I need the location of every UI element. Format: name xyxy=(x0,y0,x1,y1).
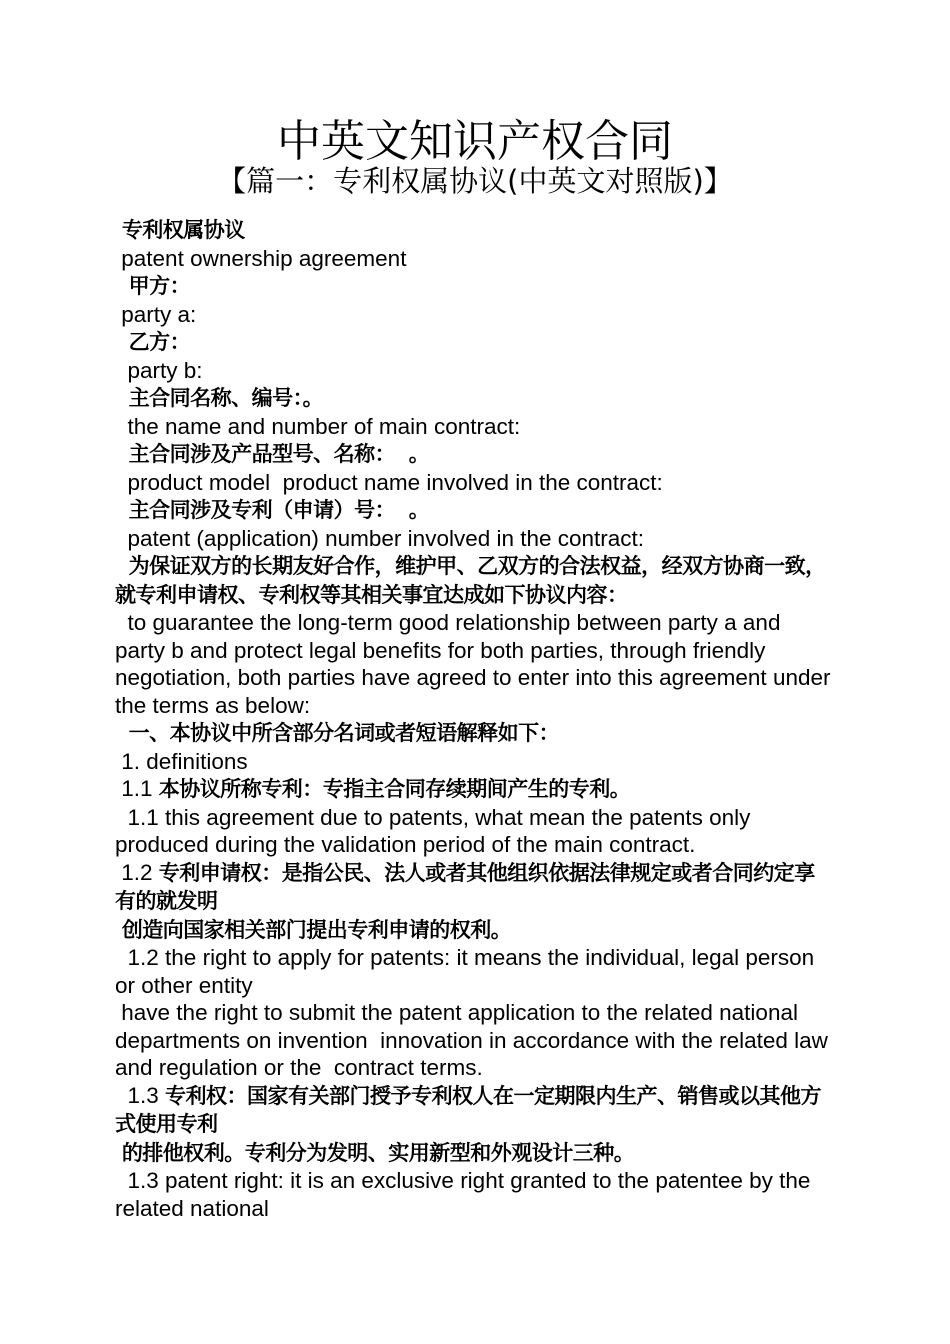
chinese-paragraph xyxy=(115,328,835,357)
chinese-paragraph xyxy=(115,496,835,525)
chinese-paragraph xyxy=(115,719,835,748)
paragraph-text: patent (application) number involved in the contract: xyxy=(115,525,645,551)
english-paragraph xyxy=(115,525,835,553)
english-paragraph xyxy=(115,245,835,273)
paragraph-text: 的排他权利。专利分为发明、实用新型和外观设计三种。 xyxy=(115,1140,635,1165)
paragraph-text: 专利权属协议 xyxy=(115,218,245,242)
english-paragraph xyxy=(115,357,835,385)
chinese-paragraph xyxy=(115,775,835,804)
chinese-paragraph xyxy=(115,916,835,945)
paragraph-text: 甲方： xyxy=(115,274,191,298)
document-body xyxy=(115,216,835,1222)
paragraph-text: 一、本协议中所含部分名词或者短语解释如下： xyxy=(115,721,560,745)
paragraph-text: 主合同涉及专利（申请）号： 。 xyxy=(115,498,430,522)
paragraph-text: 主合同名称、编号：。 xyxy=(115,386,324,410)
paragraph-text: 专利权：国家有关部门授予专利权人在一定期限内生产、销售或以其他方式使用专利 xyxy=(115,1083,822,1136)
paragraph-text: the name and number of main contract: xyxy=(115,413,521,439)
english-paragraph xyxy=(115,944,835,999)
paragraph-text: 创造向国家相关部门提出专利申请的权利。 xyxy=(115,917,512,942)
paragraph-text: party a: xyxy=(115,301,197,327)
paragraph-text: 主合同涉及产品型号、名称： 。 xyxy=(115,442,430,466)
chinese-paragraph xyxy=(115,552,835,609)
paragraph-text: 本协议所称专利：专指主合同存续期间产生的专利。 xyxy=(158,777,631,801)
paragraph-text: 1.1 this agreement due to patents, what mean the patents only produced during the validation period of the main contract. xyxy=(115,804,757,857)
paragraph-text: 1.3 patent right: it is an exclusive right granted to the patentee by the related national xyxy=(115,1168,817,1221)
paragraph-text: patent ownership agreement xyxy=(115,245,407,271)
english-paragraph xyxy=(115,469,835,497)
paragraph-text: 1. definitions xyxy=(115,748,248,774)
chinese-paragraph xyxy=(115,216,835,245)
paragraph-text: 乙方： xyxy=(115,330,191,354)
chinese-paragraph xyxy=(115,384,835,413)
chinese-paragraph xyxy=(115,440,835,469)
clause-number: 1.2 xyxy=(115,859,159,885)
document-title: 中英文知识产权合同 xyxy=(277,116,673,167)
chinese-paragraph xyxy=(115,272,835,301)
paragraph-text: have the right to submit the patent application to the related national departments on invention innovation in accordance with the related law and regulation or the contract terms. xyxy=(115,1000,835,1080)
english-paragraph xyxy=(115,999,835,1082)
english-paragraph xyxy=(115,748,835,776)
english-paragraph xyxy=(115,609,835,719)
english-paragraph xyxy=(115,413,835,441)
english-paragraph xyxy=(115,804,835,859)
english-paragraph xyxy=(115,1167,835,1222)
chinese-paragraph xyxy=(115,1139,835,1168)
chinese-paragraph xyxy=(115,1082,835,1139)
english-paragraph xyxy=(115,301,835,329)
document-subtitle: 【篇一：专利权属协议(中英文对照版)】 xyxy=(217,164,733,198)
paragraph-text: 1.2 the right to apply for patents: it means the individual, legal person or other entity xyxy=(115,945,821,998)
paragraph-text: party b: xyxy=(115,357,203,383)
paragraph-text: to guarantee the long-term good relationship between party a and party b and protect legal benefits for both parties, through friendly negotiation, both parties have agreed to enter into this agreement under the terms as below: xyxy=(115,610,837,718)
paragraph-text: 为保证双方的长期友好合作，维护甲、乙双方的合法权益，经双方协商一致，就专利申请权、专利权等其相关事宜达成如下协议内容： xyxy=(115,554,826,607)
clause-number: 1.1 xyxy=(115,776,159,801)
clause-number: 1.3 xyxy=(115,1082,166,1108)
paragraph-text: 专利申请权：是指公民、法人或者其他组织依据法律规定或者合同约定享有的就发明 xyxy=(115,860,815,913)
paragraph-text: product model product name involved in the contract: xyxy=(115,469,663,495)
chinese-paragraph xyxy=(115,859,835,916)
